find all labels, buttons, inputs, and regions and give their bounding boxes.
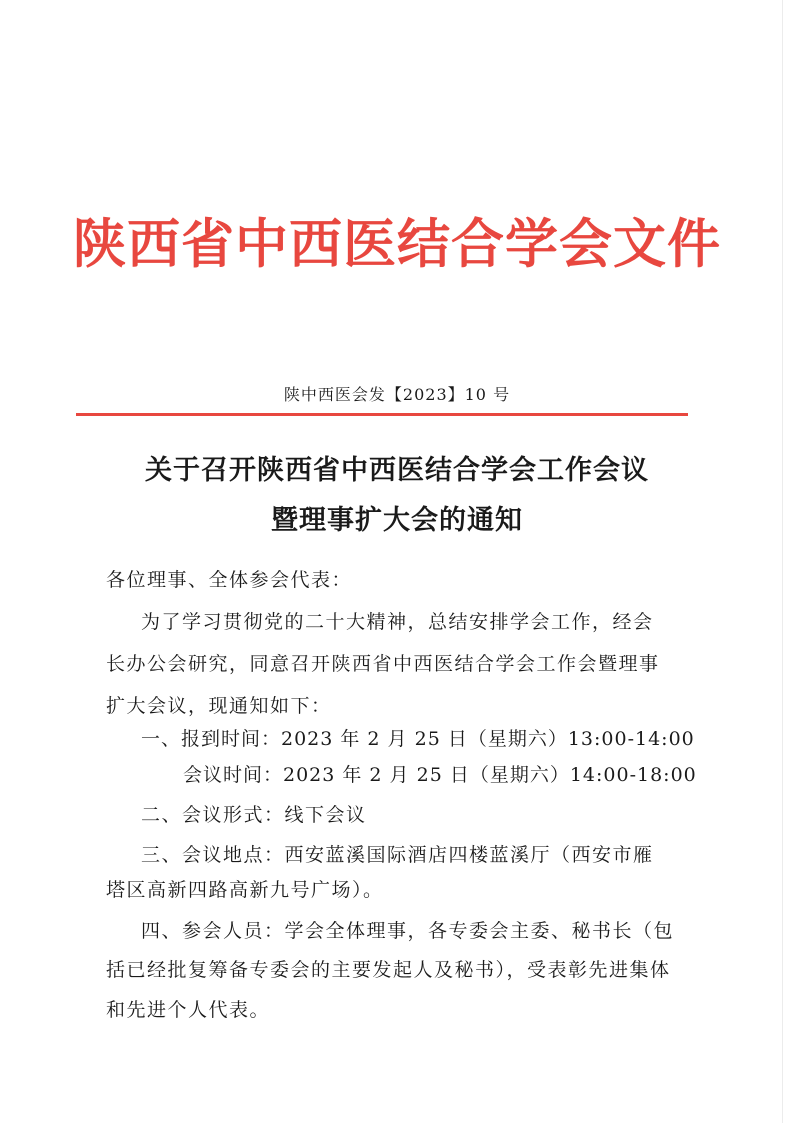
letterhead-title: 陕西省中西医结合学会文件 xyxy=(73,213,721,275)
item2-meeting-format: 二、会议形式：线下会议 xyxy=(141,804,367,826)
intro-line-2: 长办公会研究，同意召开陕西省中西医结合学会工作会暨理事 xyxy=(106,653,660,675)
item3-location-line-1: 三、会议地点：西安蓝溪国际酒店四楼蓝溪厅（西安市雁 xyxy=(141,844,654,866)
notice-title-line-2: 暨理事扩大会的通知 xyxy=(271,505,523,536)
salutation: 各位理事、全体参会代表： xyxy=(106,569,353,591)
item3-location-line-2: 塔区高新四路高新九号广场）。 xyxy=(106,879,384,901)
notice-title-line-1: 关于召开陕西省中西医结合学会工作会议 xyxy=(145,455,649,486)
item4-attendees-line-2: 括已经批复筹备专委会的主要发起人及秘书），受表彰先进集体 xyxy=(106,959,671,981)
intro-line-1: 为了学习贯彻党的二十大精神，总结安排学会工作，经会 xyxy=(141,611,654,633)
red-separator-line xyxy=(76,413,688,416)
item1-meeting-time: 会议时间：2023 年 2 月 25 日（星期六）14:00-18:00 xyxy=(183,764,697,786)
item1-report-time: 一、报到时间：2023 年 2 月 25 日（星期六）13:00-14:00 xyxy=(141,728,695,750)
intro-line-3: 扩大会议，现通知如下： xyxy=(106,695,332,717)
document-number: 陕中西医会发【2023】10 号 xyxy=(283,385,511,404)
item4-attendees-line-3: 和先进个人代表。 xyxy=(106,999,271,1021)
scan-edge-line xyxy=(782,0,783,1123)
item4-attendees-line-1: 四、参会人员：学会全体理事，各专委会主委、秘书长（包 xyxy=(141,920,675,942)
